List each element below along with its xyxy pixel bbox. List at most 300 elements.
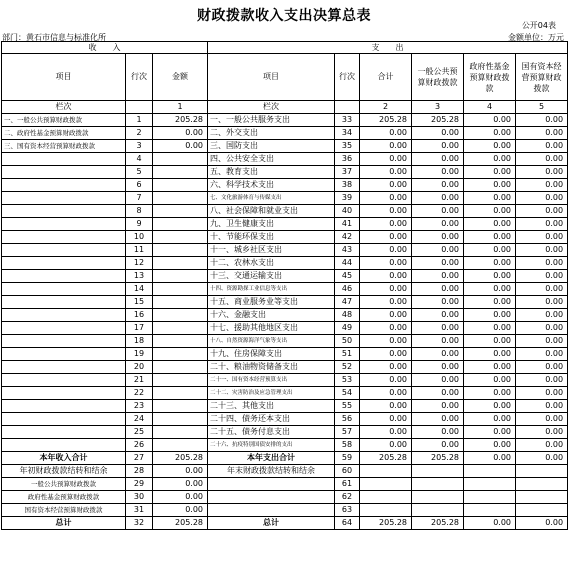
income-amount	[153, 322, 208, 335]
income-item	[2, 244, 126, 257]
expense-total: 0.00	[360, 140, 412, 153]
table-row	[2, 413, 568, 426]
expense-total: 0.00	[360, 179, 412, 192]
expense-total: 0.00	[360, 322, 412, 335]
expense-total: 0.00	[360, 296, 412, 309]
expense-item: 六、科学技术支出	[208, 179, 335, 192]
income-amount	[153, 335, 208, 348]
expense-general	[412, 478, 464, 491]
income-amount	[153, 387, 208, 400]
expense-general: 0.00	[412, 257, 464, 270]
expense-item: 二十、粮油物资储备支出	[208, 361, 335, 374]
expense-item: 十四、资源勘探工业信息等支出	[208, 283, 335, 296]
income-item	[2, 192, 126, 205]
expense-total: 205.28	[360, 517, 412, 530]
income-line: 18	[126, 335, 153, 348]
expense-general: 0.00	[412, 387, 464, 400]
expense-item: 十七、援助其他地区支出	[208, 322, 335, 335]
table-row	[2, 231, 568, 244]
income-item: 一般公共预算财政拨款	[2, 478, 126, 491]
income-item	[2, 439, 126, 452]
expense-item	[208, 491, 335, 504]
expense-fund: 0.00	[464, 114, 516, 127]
expense-fund: 0.00	[464, 387, 516, 400]
table-row	[2, 192, 568, 205]
expense-capital: 0.00	[516, 114, 568, 127]
expense-fund: 0.00	[464, 153, 516, 166]
expense-capital: 0.00	[516, 517, 568, 530]
expense-total: 0.00	[360, 270, 412, 283]
expense-line: 37	[335, 166, 360, 179]
expense-capital: 0.00	[516, 127, 568, 140]
income-amount	[153, 205, 208, 218]
expense-general: 0.00	[412, 218, 464, 231]
table-row	[2, 452, 568, 465]
table-row	[2, 439, 568, 452]
expense-total: 0.00	[360, 205, 412, 218]
expense-capital: 0.00	[516, 309, 568, 322]
expense-item: 八、社会保障和就业支出	[208, 205, 335, 218]
expense-line: 42	[335, 231, 360, 244]
income-item: 总计	[2, 517, 126, 530]
expense-general: 0.00	[412, 335, 464, 348]
income-amount	[153, 296, 208, 309]
expense-fund: 0.00	[464, 426, 516, 439]
expense-capital: 0.00	[516, 140, 568, 153]
income-amount	[153, 348, 208, 361]
column-index-label-right: 栏次	[208, 101, 335, 114]
income-section-header: 收 入	[2, 42, 208, 54]
expense-total: 0.00	[360, 153, 412, 166]
expense-general: 0.00	[412, 192, 464, 205]
table-row	[2, 179, 568, 192]
expense-total: 205.28	[360, 452, 412, 465]
income-line: 24	[126, 413, 153, 426]
expense-line: 52	[335, 361, 360, 374]
expense-total: 0.00	[360, 231, 412, 244]
expense-capital: 0.00	[516, 348, 568, 361]
expense-capital: 0.00	[516, 361, 568, 374]
expense-general: 0.00	[412, 374, 464, 387]
expense-line: 41	[335, 218, 360, 231]
income-line: 23	[126, 400, 153, 413]
income-line: 8	[126, 205, 153, 218]
income-amount	[153, 270, 208, 283]
column-index-5: 5	[516, 101, 568, 114]
table-row	[2, 465, 568, 478]
income-amount: 0.00	[153, 140, 208, 153]
income-amount	[153, 231, 208, 244]
expense-line: 53	[335, 374, 360, 387]
expense-item: 十五、商业服务业等支出	[208, 296, 335, 309]
expense-general: 0.00	[412, 296, 464, 309]
expense-line: 45	[335, 270, 360, 283]
expense-line: 56	[335, 413, 360, 426]
expense-total: 0.00	[360, 283, 412, 296]
expense-total: 0.00	[360, 374, 412, 387]
expense-general: 0.00	[412, 439, 464, 452]
income-item	[2, 413, 126, 426]
table-row	[2, 114, 568, 127]
col-header-exp-item: 项目	[208, 54, 335, 101]
expense-fund: 0.00	[464, 517, 516, 530]
expense-general: 0.00	[412, 244, 464, 257]
expense-line: 60	[335, 465, 360, 478]
expense-line: 54	[335, 387, 360, 400]
expense-fund: 0.00	[464, 140, 516, 153]
expense-item: 本年支出合计	[208, 452, 335, 465]
expense-total	[360, 478, 412, 491]
expense-general	[412, 491, 464, 504]
expense-capital: 0.00	[516, 231, 568, 244]
expense-line: 39	[335, 192, 360, 205]
expense-total: 0.00	[360, 400, 412, 413]
expense-fund: 0.00	[464, 257, 516, 270]
income-line: 22	[126, 387, 153, 400]
expense-total: 0.00	[360, 335, 412, 348]
expense-fund: 0.00	[464, 296, 516, 309]
expense-line: 40	[335, 205, 360, 218]
expense-item: 三、国防支出	[208, 140, 335, 153]
expense-capital: 0.00	[516, 426, 568, 439]
expense-fund: 0.00	[464, 192, 516, 205]
expense-line: 38	[335, 179, 360, 192]
expense-item: 十、节能环保支出	[208, 231, 335, 244]
table-row	[2, 166, 568, 179]
table-row	[2, 504, 568, 517]
expense-fund: 0.00	[464, 335, 516, 348]
table-row	[2, 517, 568, 530]
expense-total	[360, 504, 412, 517]
department-label: 部门：黄石市信息与标准化所	[2, 33, 106, 42]
income-amount: 0.00	[153, 504, 208, 517]
income-line: 6	[126, 179, 153, 192]
expense-item: 二十六、抗疫特别国债安排的支出	[208, 439, 335, 452]
income-item	[2, 348, 126, 361]
income-line: 7	[126, 192, 153, 205]
expense-general: 0.00	[412, 205, 464, 218]
income-amount	[153, 426, 208, 439]
unit-label: 金额单位：万元	[508, 33, 564, 42]
table-row	[2, 491, 568, 504]
expense-item: 二十一、国有资本经营预算支出	[208, 374, 335, 387]
income-line: 28	[126, 465, 153, 478]
income-amount	[153, 439, 208, 452]
expense-general: 0.00	[412, 413, 464, 426]
income-line: 20	[126, 361, 153, 374]
expense-capital: 0.00	[516, 179, 568, 192]
expense-fund	[464, 465, 516, 478]
table-row	[2, 270, 568, 283]
income-item	[2, 283, 126, 296]
expense-fund: 0.00	[464, 322, 516, 335]
income-line: 31	[126, 504, 153, 517]
expense-general: 0.00	[412, 309, 464, 322]
table-row	[2, 400, 568, 413]
expense-line: 44	[335, 257, 360, 270]
expense-capital: 0.00	[516, 205, 568, 218]
expense-general: 205.28	[412, 452, 464, 465]
expense-fund: 0.00	[464, 361, 516, 374]
form-number: 公开04表	[521, 21, 556, 30]
expense-fund: 0.00	[464, 270, 516, 283]
column-index-2: 2	[360, 101, 412, 114]
income-line: 17	[126, 322, 153, 335]
table-row	[2, 257, 568, 270]
expense-capital: 0.00	[516, 166, 568, 179]
expense-line: 50	[335, 335, 360, 348]
expense-line: 59	[335, 452, 360, 465]
income-line: 10	[126, 231, 153, 244]
expense-line: 48	[335, 309, 360, 322]
income-item: 国有资本经营预算财政拨款	[2, 504, 126, 517]
table-row	[2, 361, 568, 374]
table-row	[2, 426, 568, 439]
expense-capital: 0.00	[516, 257, 568, 270]
expense-capital	[516, 491, 568, 504]
col-header-line: 行次	[126, 54, 153, 101]
expense-total: 0.00	[360, 361, 412, 374]
income-item	[2, 166, 126, 179]
expense-item	[208, 478, 335, 491]
income-item: 本年收入合计	[2, 452, 126, 465]
income-amount: 0.00	[153, 127, 208, 140]
income-item: 年初财政拨款结转和结余	[2, 465, 126, 478]
col-header-total: 合计	[360, 54, 412, 101]
expense-total: 0.00	[360, 192, 412, 205]
col-header-exp-line: 行次	[335, 54, 360, 101]
expense-item: 四、公共安全支出	[208, 153, 335, 166]
income-amount	[153, 361, 208, 374]
expense-total: 0.00	[360, 348, 412, 361]
expense-item: 九、卫生健康支出	[208, 218, 335, 231]
income-item	[2, 322, 126, 335]
income-item	[2, 179, 126, 192]
expense-total	[360, 465, 412, 478]
expense-item: 十一、城乡社区支出	[208, 244, 335, 257]
expense-fund: 0.00	[464, 127, 516, 140]
income-item	[2, 387, 126, 400]
expense-general: 0.00	[412, 231, 464, 244]
income-line: 30	[126, 491, 153, 504]
expense-general: 0.00	[412, 426, 464, 439]
expense-capital: 0.00	[516, 283, 568, 296]
expense-fund: 0.00	[464, 166, 516, 179]
expense-item: 十八、自然资源海洋气象等支出	[208, 335, 335, 348]
income-item	[2, 218, 126, 231]
income-amount: 0.00	[153, 478, 208, 491]
income-amount	[153, 166, 208, 179]
income-amount	[153, 153, 208, 166]
income-amount: 0.00	[153, 491, 208, 504]
expense-line: 49	[335, 322, 360, 335]
expense-line: 33	[335, 114, 360, 127]
expense-line: 62	[335, 491, 360, 504]
expense-general: 0.00	[412, 361, 464, 374]
expense-item: 二十三、其他支出	[208, 400, 335, 413]
expense-item: 二十四、债务还本支出	[208, 413, 335, 426]
table-row	[2, 218, 568, 231]
expense-fund: 0.00	[464, 205, 516, 218]
income-item: 政府性基金预算财政拨款	[2, 491, 126, 504]
expense-total: 0.00	[360, 218, 412, 231]
expense-fund	[464, 478, 516, 491]
income-line: 1	[126, 114, 153, 127]
income-line: 12	[126, 257, 153, 270]
expense-item: 年末财政拨款结转和结余	[208, 465, 335, 478]
expense-line: 47	[335, 296, 360, 309]
income-item: 一、一般公共预算财政拨款	[2, 114, 126, 127]
income-amount	[153, 257, 208, 270]
income-item	[2, 153, 126, 166]
income-line: 4	[126, 153, 153, 166]
col-header-item: 项目	[2, 54, 126, 101]
income-amount: 205.28	[153, 114, 208, 127]
table-row	[2, 296, 568, 309]
income-amount	[153, 283, 208, 296]
expense-general: 0.00	[412, 348, 464, 361]
expense-line: 61	[335, 478, 360, 491]
income-line: 25	[126, 426, 153, 439]
expense-total: 0.00	[360, 439, 412, 452]
table-row	[2, 387, 568, 400]
expense-fund: 0.00	[464, 439, 516, 452]
expense-total: 0.00	[360, 127, 412, 140]
table-row	[2, 374, 568, 387]
income-item: 二、政府性基金预算财政拨款	[2, 127, 126, 140]
income-line: 32	[126, 517, 153, 530]
expense-capital	[516, 504, 568, 517]
expense-general: 0.00	[412, 166, 464, 179]
expense-item: 二十二、灾害防治及应急管理支出	[208, 387, 335, 400]
expense-line: 46	[335, 283, 360, 296]
expense-fund: 0.00	[464, 374, 516, 387]
expense-capital: 0.00	[516, 153, 568, 166]
expense-line: 64	[335, 517, 360, 530]
expense-item: 总计	[208, 517, 335, 530]
column-index-4: 4	[464, 101, 516, 114]
expense-fund: 0.00	[464, 179, 516, 192]
table-row	[2, 348, 568, 361]
expense-capital: 0.00	[516, 387, 568, 400]
expense-capital: 0.00	[516, 335, 568, 348]
table-row	[2, 127, 568, 140]
expense-section-header: 支 出	[208, 42, 568, 54]
expense-capital: 0.00	[516, 322, 568, 335]
income-line: 29	[126, 478, 153, 491]
income-line: 15	[126, 296, 153, 309]
expense-item: 十六、金融支出	[208, 309, 335, 322]
income-line: 26	[126, 439, 153, 452]
expense-total: 0.00	[360, 387, 412, 400]
expense-item: 五、教育支出	[208, 166, 335, 179]
expense-fund: 0.00	[464, 244, 516, 257]
expense-total: 0.00	[360, 413, 412, 426]
expense-line: 34	[335, 127, 360, 140]
expense-capital: 0.00	[516, 413, 568, 426]
expense-total: 205.28	[360, 114, 412, 127]
expense-capital: 0.00	[516, 192, 568, 205]
expense-line: 63	[335, 504, 360, 517]
income-amount	[153, 309, 208, 322]
expense-line: 51	[335, 348, 360, 361]
expense-total	[360, 491, 412, 504]
income-line: 21	[126, 374, 153, 387]
expense-fund: 0.00	[464, 413, 516, 426]
income-item	[2, 231, 126, 244]
expense-capital	[516, 465, 568, 478]
col-header-general-budget: 一般公共预算财政拨款	[412, 54, 464, 101]
expense-capital: 0.00	[516, 374, 568, 387]
expense-fund	[464, 491, 516, 504]
expense-item: 十二、农林水支出	[208, 257, 335, 270]
expense-capital: 0.00	[516, 296, 568, 309]
expense-fund: 0.00	[464, 452, 516, 465]
expense-line: 55	[335, 400, 360, 413]
expense-fund	[464, 504, 516, 517]
income-item	[2, 361, 126, 374]
expense-fund: 0.00	[464, 400, 516, 413]
table-row	[2, 478, 568, 491]
expense-general: 0.00	[412, 179, 464, 192]
income-line: 27	[126, 452, 153, 465]
table-row	[2, 140, 568, 153]
income-line: 3	[126, 140, 153, 153]
table-row	[2, 283, 568, 296]
expense-capital: 0.00	[516, 244, 568, 257]
expense-item: 二十五、债务付息支出	[208, 426, 335, 439]
expense-general	[412, 504, 464, 517]
expense-item	[208, 504, 335, 517]
income-amount	[153, 179, 208, 192]
expense-fund: 0.00	[464, 309, 516, 322]
income-amount: 205.28	[153, 452, 208, 465]
expense-general: 205.28	[412, 517, 464, 530]
expense-fund: 0.00	[464, 283, 516, 296]
income-line: 2	[126, 127, 153, 140]
income-amount	[153, 218, 208, 231]
income-amount: 0.00	[153, 465, 208, 478]
expense-general: 0.00	[412, 322, 464, 335]
income-item	[2, 335, 126, 348]
income-item: 三、国有资本经营预算财政拨款	[2, 140, 126, 153]
expense-total: 0.00	[360, 257, 412, 270]
expense-general: 0.00	[412, 140, 464, 153]
expense-general: 0.00	[412, 400, 464, 413]
income-item	[2, 205, 126, 218]
expense-general: 0.00	[412, 153, 464, 166]
expense-fund: 0.00	[464, 348, 516, 361]
expense-item: 七、文化旅游体育与传媒支出	[208, 192, 335, 205]
expense-general: 0.00	[412, 283, 464, 296]
expense-line: 43	[335, 244, 360, 257]
expense-line: 57	[335, 426, 360, 439]
report-title: 财政拨款收入支出决算总表	[197, 8, 371, 24]
expense-line: 58	[335, 439, 360, 452]
income-item	[2, 374, 126, 387]
column-index-3: 3	[412, 101, 464, 114]
expense-item: 十三、交通运输支出	[208, 270, 335, 283]
col-header-state-capital: 国有资本经营预算财政拨款	[516, 54, 568, 101]
table-row	[2, 309, 568, 322]
table-body	[2, 114, 568, 530]
expense-capital: 0.00	[516, 400, 568, 413]
expense-item: 二、外交支出	[208, 127, 335, 140]
expense-total: 0.00	[360, 166, 412, 179]
income-line: 13	[126, 270, 153, 283]
expense-general: 205.28	[412, 114, 464, 127]
col-header-gov-fund: 政府性基金预算财政拨款	[464, 54, 516, 101]
